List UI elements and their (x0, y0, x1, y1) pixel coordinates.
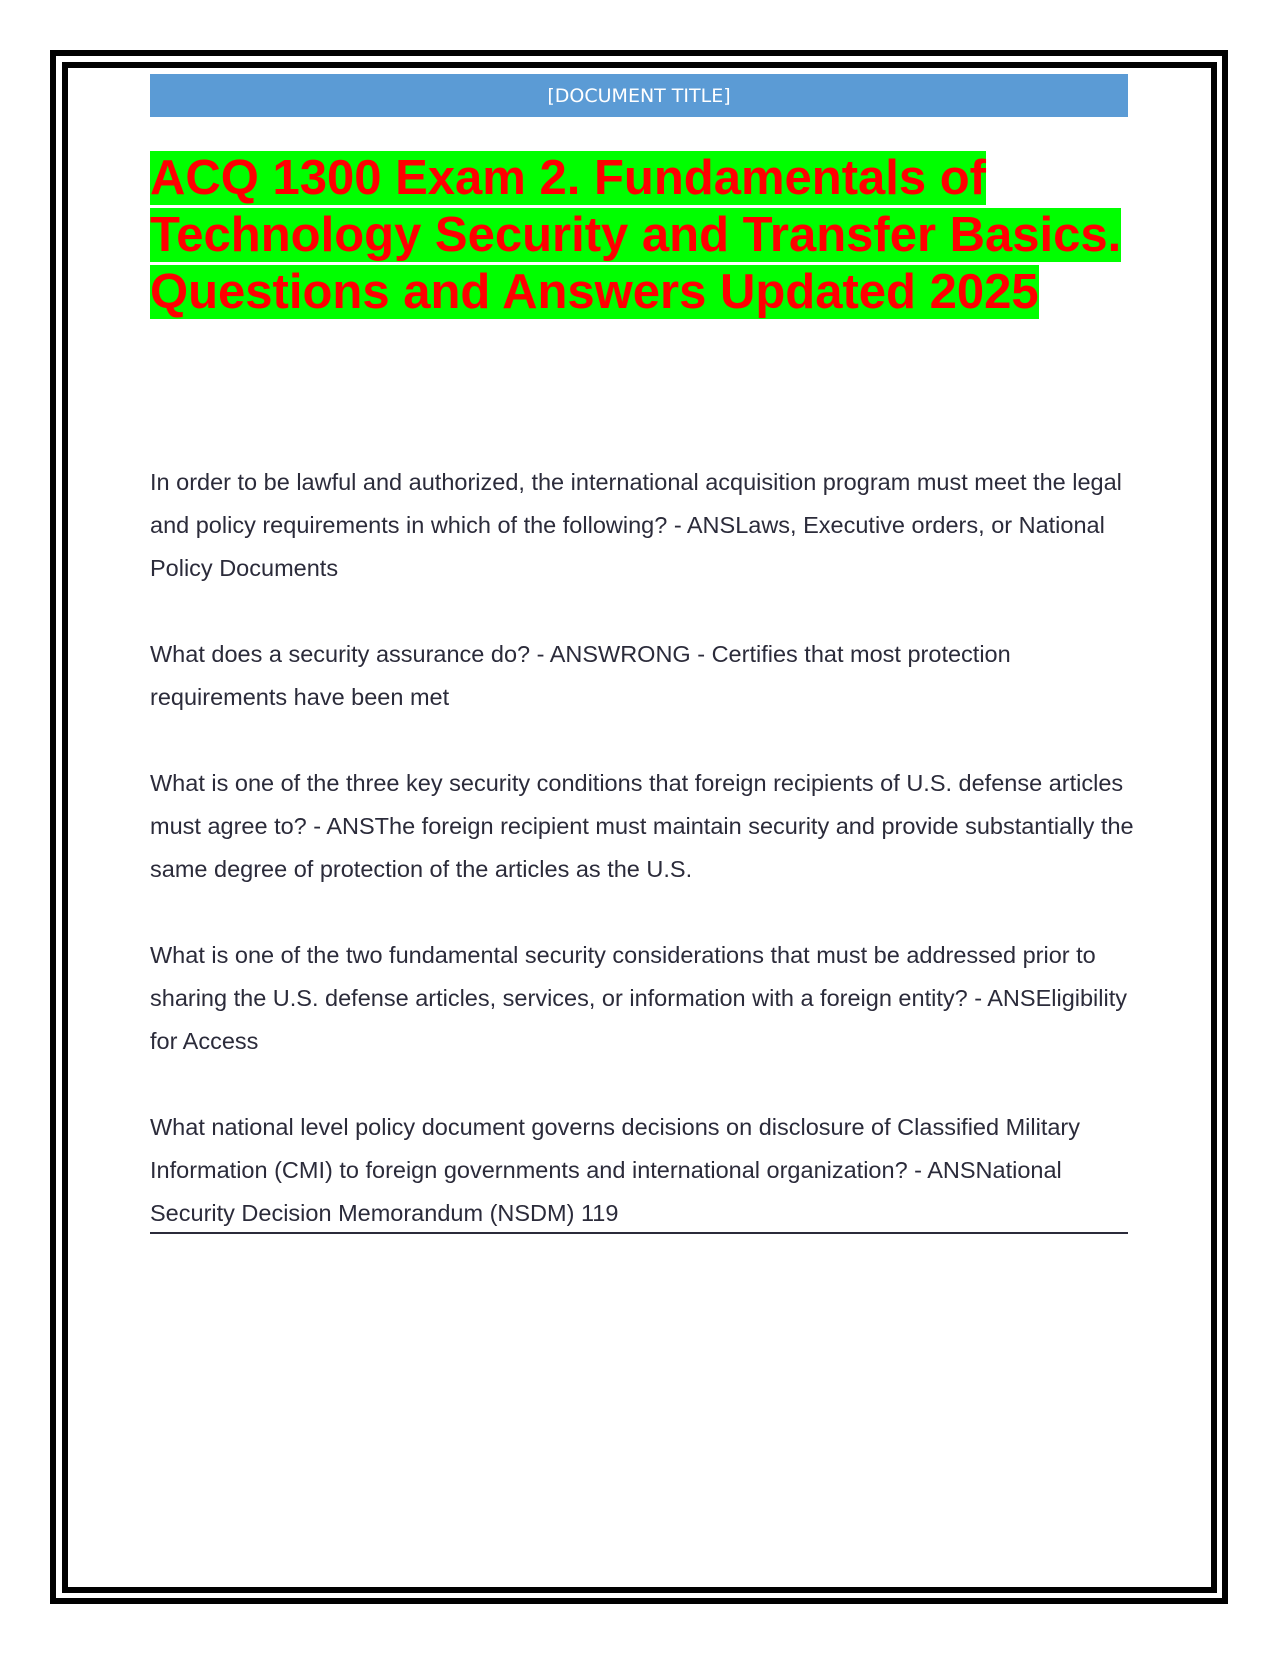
qa-item: What does a security assurance do? - ANSWRONG - Certifies that most protection requirements have been met (150, 641, 1011, 710)
document-heading (150, 150, 1140, 321)
qa-item: What is one of the three key security conditions that foreign recipients of U.S. defense articles must agree to? - ANSThe foreign recipient must maintain security and provide substantially the same degree of protection of the articles as the U.S. (150, 770, 1134, 882)
qa-item: What national level policy document governs decisions on disclosure of Classified Military Information (CMI) to foreign governments and international organization? - ANSNational Security Decision Memorandum (NSDM) 119 (150, 1114, 1080, 1226)
divider-line (150, 1232, 1128, 1234)
qa-item: What is one of the two fundamental security considerations that must be addressed prior to sharing the U.S. defense articles, services, or information with a foreign entity? - ANSEligibility for Access (150, 942, 1127, 1054)
qa-item: In order to be lawful and authorized, the international acquisition program must meet the legal and policy requirements in which of the following? - ANSLaws, Executive orders, or National Policy Documents (150, 469, 1122, 581)
heading-text: ACQ 1300 Exam 2. Fundamentals of Technology Security and Transfer Basics. Questions and Answers Updated 2025 (150, 151, 1122, 319)
document-title-header: [DOCUMENT TITLE] (150, 74, 1128, 117)
qa-list (150, 461, 1140, 1278)
